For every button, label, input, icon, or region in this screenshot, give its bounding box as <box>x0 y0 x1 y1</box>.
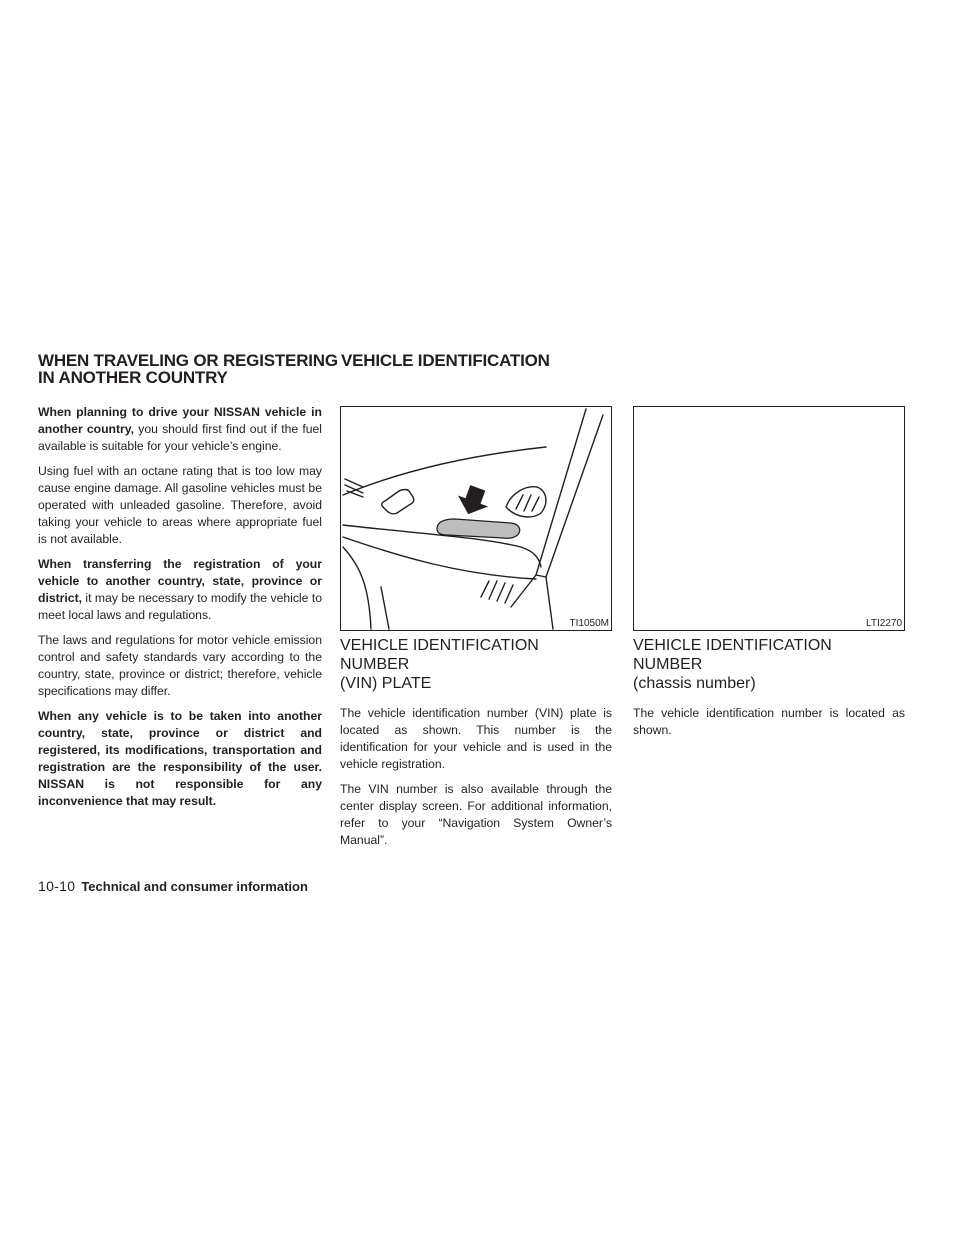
vin-plate-illustration <box>341 407 611 630</box>
vin-plate-title <box>340 636 612 693</box>
section-heading-line1: WHEN TRAVELING OR REGISTERING <box>38 351 338 370</box>
chassis-number-paragraph-1: The vehicle identification number is located as shown. <box>633 706 905 737</box>
vin-plate-body <box>340 705 612 849</box>
vin-plate-paragraph-1: The vehicle identification number (VIN) plate is located as shown. This number is the identification for your vehicle and is used in the vehicle registration. <box>340 706 612 771</box>
vin-plate-paragraph-2: The VIN number is also available through the center display screen. For additional information, refer to your “Navigation System Owner’s Manual”. <box>340 782 612 847</box>
paragraph-responsibility: When any vehicle is to be taken into another country, state, province or district and registered, its modifications, transportation and registration are the responsibility of the user. NISSAN is not responsible for any inconvenience that may result. <box>38 709 322 808</box>
chassis-number-section <box>633 636 905 747</box>
section-heading-vehicle-identification: VEHICLE IDENTIFICATION <box>341 351 550 370</box>
paragraph-planning-bold: When planning to drive your NISSAN vehicle in another country, <box>38 405 322 436</box>
vin-plate-title-line1: VEHICLE IDENTIFICATION NUMBER <box>340 637 539 673</box>
paragraph-transfer-rest: it may be necessary to modify the vehicle to meet local laws and regulations. <box>38 591 322 622</box>
paragraph-transfer <box>38 556 322 624</box>
paragraph-octane: Using fuel with an octane rating that is too low may cause engine damage. All gasoline vehicles must be operated with unleaded gasoline. Therefore, avoid taking your vehicle to areas where appropriate fuel is not available. <box>38 464 322 546</box>
chassis-number-figure <box>633 406 905 631</box>
footer-section-title: Technical and consumer information <box>81 879 308 894</box>
vin-plate-figure <box>340 406 612 631</box>
paragraph-planning <box>38 404 322 455</box>
vin-plate-figure-label: TI1050M <box>569 618 609 629</box>
chassis-number-title-line1: VEHICLE IDENTIFICATION NUMBER <box>633 637 832 673</box>
vin-plate-section <box>340 636 612 857</box>
chassis-number-title <box>633 636 905 693</box>
arrow-icon <box>453 482 493 519</box>
paragraph-transfer-bold: When transferring the registration of your vehicle to another country, state, province or district, <box>38 557 322 605</box>
section-heading-traveling <box>38 352 338 386</box>
traveling-body <box>38 404 322 818</box>
section-heading-line2: IN ANOTHER COUNTRY <box>38 368 228 387</box>
chassis-number-figure-label: LTI2270 <box>866 618 902 629</box>
paragraph-planning-rest: you should first find out if the fuel available is suitable for your vehicle’s engine. <box>38 422 322 453</box>
chassis-number-title-line2: (chassis number) <box>633 675 756 692</box>
paragraph-regulations: The laws and regulations for motor vehicle emission control and safety standards vary according to the country, state, province or district; therefore, vehicle specifications may differ. <box>38 633 322 698</box>
page-number: 10-10 <box>38 878 76 894</box>
page-footer <box>38 879 308 894</box>
chassis-number-body <box>633 705 905 739</box>
vin-plate-title-line2: (VIN) PLATE <box>340 675 432 692</box>
